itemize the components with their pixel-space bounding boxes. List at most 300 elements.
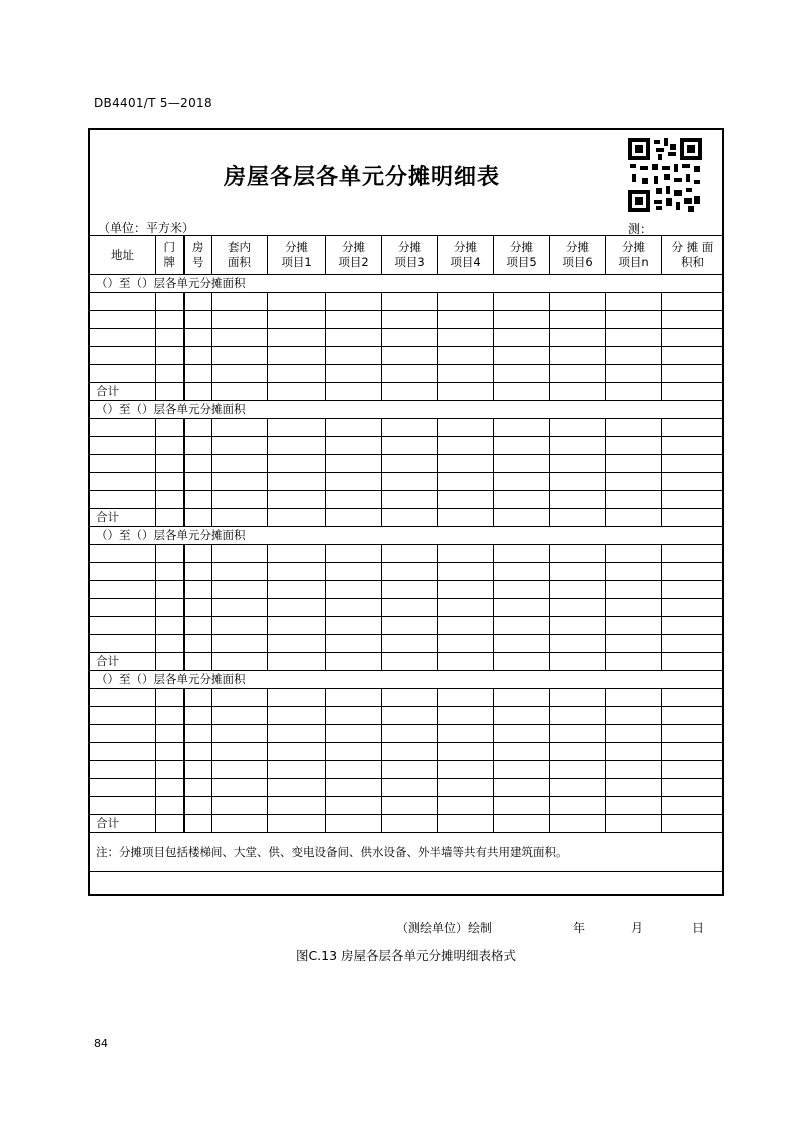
table-cell[interactable] — [494, 545, 550, 563]
table-cell[interactable] — [212, 491, 268, 509]
table-cell[interactable] — [268, 581, 326, 599]
table-cell[interactable] — [156, 491, 184, 509]
table-cell[interactable] — [662, 743, 724, 761]
table-cell[interactable] — [156, 563, 184, 581]
table-cell[interactable] — [156, 365, 184, 383]
table-cell[interactable] — [606, 491, 662, 509]
table-cell[interactable] — [550, 617, 606, 635]
table-cell[interactable] — [606, 473, 662, 491]
table-cell[interactable] — [382, 725, 438, 743]
table-cell[interactable] — [662, 365, 724, 383]
table-cell[interactable] — [382, 473, 438, 491]
table-cell[interactable] — [90, 455, 156, 473]
table-cell[interactable] — [382, 455, 438, 473]
table-cell[interactable] — [268, 779, 326, 797]
table-cell[interactable] — [184, 761, 212, 779]
table-cell[interactable] — [184, 329, 212, 347]
table-cell[interactable] — [90, 473, 156, 491]
table-cell[interactable] — [156, 815, 184, 833]
table-cell[interactable] — [606, 743, 662, 761]
table-cell[interactable] — [268, 383, 326, 401]
table-cell[interactable] — [662, 437, 724, 455]
table-cell[interactable] — [382, 365, 438, 383]
table-cell[interactable] — [550, 545, 606, 563]
table-cell[interactable] — [550, 563, 606, 581]
table-cell[interactable] — [326, 653, 382, 671]
table-cell[interactable] — [268, 815, 326, 833]
table-cell[interactable] — [550, 797, 606, 815]
table-cell[interactable] — [184, 491, 212, 509]
table-cell[interactable] — [156, 509, 184, 527]
table-cell[interactable] — [438, 491, 494, 509]
table-cell[interactable] — [268, 635, 326, 653]
table-cell[interactable] — [326, 491, 382, 509]
table-cell[interactable] — [156, 653, 184, 671]
table-cell[interactable] — [382, 419, 438, 437]
table-cell[interactable] — [184, 653, 212, 671]
table-cell[interactable] — [268, 707, 326, 725]
table-cell[interactable] — [326, 617, 382, 635]
table-cell[interactable] — [326, 509, 382, 527]
table-cell[interactable] — [438, 689, 494, 707]
table-cell[interactable] — [184, 707, 212, 725]
table-cell[interactable] — [494, 779, 550, 797]
table-cell[interactable] — [156, 383, 184, 401]
table-cell[interactable] — [494, 797, 550, 815]
table-cell[interactable] — [550, 761, 606, 779]
table-cell[interactable] — [550, 707, 606, 725]
table-cell[interactable] — [212, 347, 268, 365]
table-cell[interactable] — [156, 743, 184, 761]
table-cell[interactable] — [550, 725, 606, 743]
table-cell[interactable] — [438, 653, 494, 671]
table-cell[interactable] — [550, 311, 606, 329]
table-cell[interactable] — [90, 761, 156, 779]
table-cell[interactable] — [90, 563, 156, 581]
table-cell[interactable] — [606, 689, 662, 707]
table-cell[interactable] — [606, 329, 662, 347]
table-cell[interactable] — [184, 293, 212, 311]
table-cell[interactable] — [268, 689, 326, 707]
table-cell[interactable] — [184, 815, 212, 833]
table-cell[interactable] — [438, 509, 494, 527]
table-cell[interactable] — [212, 545, 268, 563]
table-cell[interactable] — [662, 311, 724, 329]
table-cell[interactable] — [184, 581, 212, 599]
table-cell[interactable] — [494, 311, 550, 329]
table-cell[interactable] — [662, 473, 724, 491]
table-cell[interactable] — [326, 815, 382, 833]
table-cell[interactable] — [550, 329, 606, 347]
table-cell[interactable] — [326, 455, 382, 473]
table-cell[interactable] — [268, 743, 326, 761]
table-cell[interactable] — [494, 617, 550, 635]
table-cell[interactable] — [494, 491, 550, 509]
table-cell[interactable] — [184, 455, 212, 473]
table-cell[interactable] — [494, 437, 550, 455]
table-cell[interactable] — [212, 815, 268, 833]
table-cell[interactable] — [382, 509, 438, 527]
table-cell[interactable] — [156, 437, 184, 455]
table-cell[interactable] — [662, 797, 724, 815]
table-cell[interactable] — [550, 599, 606, 617]
table-cell[interactable] — [212, 329, 268, 347]
table-cell[interactable] — [662, 617, 724, 635]
table-cell[interactable] — [212, 617, 268, 635]
table-cell[interactable] — [550, 347, 606, 365]
table-cell[interactable] — [494, 383, 550, 401]
table-cell[interactable] — [156, 545, 184, 563]
table-cell[interactable] — [438, 743, 494, 761]
table-cell[interactable] — [184, 689, 212, 707]
table-cell[interactable] — [382, 383, 438, 401]
table-cell[interactable] — [438, 329, 494, 347]
table-cell[interactable] — [606, 815, 662, 833]
table-cell[interactable] — [268, 329, 326, 347]
table-cell[interactable] — [494, 293, 550, 311]
table-cell[interactable] — [550, 635, 606, 653]
table-cell[interactable] — [326, 797, 382, 815]
table-cell[interactable] — [326, 473, 382, 491]
table-cell[interactable] — [184, 797, 212, 815]
table-cell[interactable] — [90, 419, 156, 437]
table-cell[interactable] — [662, 707, 724, 725]
table-cell[interactable] — [326, 563, 382, 581]
table-cell[interactable] — [90, 329, 156, 347]
table-cell[interactable] — [606, 293, 662, 311]
table-cell[interactable] — [662, 689, 724, 707]
table-cell[interactable] — [326, 419, 382, 437]
table-cell[interactable] — [438, 455, 494, 473]
table-cell[interactable] — [90, 779, 156, 797]
table-cell[interactable] — [90, 635, 156, 653]
table-cell[interactable] — [90, 365, 156, 383]
table-cell[interactable] — [90, 347, 156, 365]
table-cell[interactable] — [438, 437, 494, 455]
table-cell[interactable] — [90, 689, 156, 707]
table-cell[interactable] — [494, 689, 550, 707]
table-cell[interactable] — [382, 761, 438, 779]
table-cell[interactable] — [326, 599, 382, 617]
table-cell[interactable] — [184, 509, 212, 527]
table-cell[interactable] — [382, 347, 438, 365]
table-cell[interactable] — [606, 455, 662, 473]
table-cell[interactable] — [156, 581, 184, 599]
table-cell[interactable] — [184, 617, 212, 635]
table-cell[interactable] — [494, 725, 550, 743]
table-cell[interactable] — [494, 635, 550, 653]
table-cell[interactable] — [438, 563, 494, 581]
table-cell[interactable] — [212, 653, 268, 671]
table-cell[interactable] — [662, 509, 724, 527]
table-cell[interactable] — [438, 473, 494, 491]
table-cell[interactable] — [326, 329, 382, 347]
table-cell[interactable] — [90, 617, 156, 635]
table-cell[interactable] — [184, 311, 212, 329]
table-cell[interactable] — [606, 509, 662, 527]
table-cell[interactable] — [156, 707, 184, 725]
table-cell[interactable] — [382, 815, 438, 833]
table-cell[interactable] — [156, 617, 184, 635]
table-cell[interactable] — [212, 635, 268, 653]
table-cell[interactable] — [212, 707, 268, 725]
table-cell[interactable] — [156, 797, 184, 815]
table-cell[interactable] — [184, 365, 212, 383]
table-cell[interactable] — [326, 779, 382, 797]
table-cell[interactable] — [662, 599, 724, 617]
table-cell[interactable] — [382, 617, 438, 635]
table-cell[interactable] — [326, 635, 382, 653]
table-cell[interactable] — [156, 455, 184, 473]
table-cell[interactable] — [212, 599, 268, 617]
table-cell[interactable] — [662, 725, 724, 743]
table-cell[interactable] — [212, 419, 268, 437]
table-cell[interactable] — [606, 563, 662, 581]
table-cell[interactable] — [606, 617, 662, 635]
table-cell[interactable] — [156, 599, 184, 617]
table-cell[interactable] — [156, 311, 184, 329]
table-cell[interactable] — [382, 311, 438, 329]
table-cell[interactable] — [212, 725, 268, 743]
table-cell[interactable] — [326, 365, 382, 383]
table-cell[interactable] — [326, 707, 382, 725]
table-cell[interactable] — [550, 509, 606, 527]
table-cell[interactable] — [382, 545, 438, 563]
table-cell[interactable] — [90, 581, 156, 599]
table-cell[interactable] — [212, 437, 268, 455]
table-cell[interactable] — [550, 437, 606, 455]
table-cell[interactable] — [212, 509, 268, 527]
table-cell[interactable] — [212, 779, 268, 797]
table-cell[interactable] — [184, 599, 212, 617]
table-cell[interactable] — [662, 293, 724, 311]
table-cell[interactable] — [326, 725, 382, 743]
table-cell[interactable] — [550, 383, 606, 401]
table-cell[interactable] — [606, 347, 662, 365]
table-cell[interactable] — [268, 617, 326, 635]
table-cell[interactable] — [550, 491, 606, 509]
table-cell[interactable] — [156, 293, 184, 311]
table-cell[interactable] — [268, 509, 326, 527]
table-cell[interactable] — [212, 473, 268, 491]
table-cell[interactable] — [184, 473, 212, 491]
table-cell[interactable] — [550, 473, 606, 491]
table-cell[interactable] — [326, 581, 382, 599]
table-cell[interactable] — [550, 419, 606, 437]
table-cell[interactable] — [212, 311, 268, 329]
table-cell[interactable] — [268, 653, 326, 671]
table-cell[interactable] — [326, 311, 382, 329]
table-cell[interactable] — [494, 599, 550, 617]
table-cell[interactable] — [90, 437, 156, 455]
table-cell[interactable] — [268, 545, 326, 563]
table-cell[interactable] — [90, 599, 156, 617]
table-cell[interactable] — [184, 743, 212, 761]
table-cell[interactable] — [438, 815, 494, 833]
table-cell[interactable] — [268, 599, 326, 617]
table-cell[interactable] — [382, 689, 438, 707]
table-cell[interactable] — [184, 545, 212, 563]
table-cell[interactable] — [494, 419, 550, 437]
table-cell[interactable] — [268, 725, 326, 743]
table-cell[interactable] — [662, 815, 724, 833]
table-cell[interactable] — [382, 581, 438, 599]
table-cell[interactable] — [268, 311, 326, 329]
table-cell[interactable] — [382, 635, 438, 653]
table-cell[interactable] — [212, 365, 268, 383]
table-cell[interactable] — [606, 725, 662, 743]
table-cell[interactable] — [268, 437, 326, 455]
table-cell[interactable] — [438, 725, 494, 743]
table-cell[interactable] — [184, 563, 212, 581]
table-cell[interactable] — [494, 563, 550, 581]
table-cell[interactable] — [550, 689, 606, 707]
table-cell[interactable] — [494, 365, 550, 383]
table-cell[interactable] — [382, 743, 438, 761]
table-cell[interactable] — [156, 689, 184, 707]
table-cell[interactable] — [212, 743, 268, 761]
table-cell[interactable] — [494, 743, 550, 761]
table-cell[interactable] — [494, 761, 550, 779]
table-cell[interactable] — [326, 545, 382, 563]
table-cell[interactable] — [326, 689, 382, 707]
table-cell[interactable] — [606, 635, 662, 653]
table-cell[interactable] — [212, 761, 268, 779]
table-cell[interactable] — [606, 599, 662, 617]
table-cell[interactable] — [268, 761, 326, 779]
table-cell[interactable] — [382, 329, 438, 347]
table-cell[interactable] — [90, 797, 156, 815]
table-cell[interactable] — [268, 365, 326, 383]
table-cell[interactable] — [184, 779, 212, 797]
table-cell[interactable] — [438, 779, 494, 797]
table-cell[interactable] — [268, 473, 326, 491]
table-cell[interactable] — [90, 725, 156, 743]
table-cell[interactable] — [606, 707, 662, 725]
table-cell[interactable] — [662, 761, 724, 779]
table-cell[interactable] — [268, 455, 326, 473]
table-cell[interactable] — [212, 383, 268, 401]
table-cell[interactable] — [212, 563, 268, 581]
table-cell[interactable] — [438, 419, 494, 437]
table-cell[interactable] — [550, 743, 606, 761]
table-cell[interactable] — [326, 293, 382, 311]
table-cell[interactable] — [438, 293, 494, 311]
table-cell[interactable] — [90, 545, 156, 563]
table-cell[interactable] — [184, 419, 212, 437]
table-cell[interactable] — [662, 455, 724, 473]
table-cell[interactable] — [268, 419, 326, 437]
table-cell[interactable] — [550, 293, 606, 311]
table-cell[interactable] — [662, 779, 724, 797]
table-cell[interactable] — [184, 725, 212, 743]
table-cell[interactable] — [494, 707, 550, 725]
table-cell[interactable] — [662, 581, 724, 599]
table-cell[interactable] — [494, 455, 550, 473]
table-cell[interactable] — [156, 779, 184, 797]
table-cell[interactable] — [438, 347, 494, 365]
table-cell[interactable] — [212, 797, 268, 815]
table-cell[interactable] — [184, 383, 212, 401]
table-cell[interactable] — [550, 455, 606, 473]
table-cell[interactable] — [268, 491, 326, 509]
table-cell[interactable] — [494, 815, 550, 833]
table-cell[interactable] — [662, 653, 724, 671]
table-cell[interactable] — [90, 743, 156, 761]
table-cell[interactable] — [662, 419, 724, 437]
table-cell[interactable] — [438, 599, 494, 617]
table-cell[interactable] — [494, 329, 550, 347]
table-cell[interactable] — [494, 473, 550, 491]
table-cell[interactable] — [382, 779, 438, 797]
table-cell[interactable] — [662, 491, 724, 509]
table-cell[interactable] — [662, 329, 724, 347]
table-cell[interactable] — [212, 455, 268, 473]
table-cell[interactable] — [438, 707, 494, 725]
table-cell[interactable] — [438, 365, 494, 383]
table-cell[interactable] — [90, 491, 156, 509]
table-cell[interactable] — [212, 689, 268, 707]
table-cell[interactable] — [184, 635, 212, 653]
table-cell[interactable] — [382, 707, 438, 725]
table-cell[interactable] — [156, 635, 184, 653]
table-cell[interactable] — [438, 311, 494, 329]
table-cell[interactable] — [382, 491, 438, 509]
table-cell[interactable] — [156, 347, 184, 365]
table-cell[interactable] — [382, 563, 438, 581]
table-cell[interactable] — [494, 347, 550, 365]
table-cell[interactable] — [438, 617, 494, 635]
table-cell[interactable] — [156, 419, 184, 437]
table-cell[interactable] — [606, 581, 662, 599]
table-cell[interactable] — [156, 329, 184, 347]
table-cell[interactable] — [438, 635, 494, 653]
table-cell[interactable] — [550, 365, 606, 383]
table-cell[interactable] — [662, 635, 724, 653]
table-cell[interactable] — [326, 347, 382, 365]
table-cell[interactable] — [662, 347, 724, 365]
table-cell[interactable] — [90, 293, 156, 311]
table-cell[interactable] — [156, 473, 184, 491]
table-cell[interactable] — [268, 563, 326, 581]
table-cell[interactable] — [550, 653, 606, 671]
table-cell[interactable] — [382, 437, 438, 455]
table-cell[interactable] — [550, 815, 606, 833]
table-cell[interactable] — [268, 347, 326, 365]
table-cell[interactable] — [606, 383, 662, 401]
table-cell[interactable] — [438, 383, 494, 401]
table-cell[interactable] — [382, 293, 438, 311]
table-cell[interactable] — [326, 437, 382, 455]
table-cell[interactable] — [438, 761, 494, 779]
table-cell[interactable] — [382, 599, 438, 617]
table-cell[interactable] — [326, 761, 382, 779]
table-cell[interactable] — [268, 293, 326, 311]
table-cell[interactable] — [212, 293, 268, 311]
table-cell[interactable] — [184, 347, 212, 365]
table-cell[interactable] — [382, 797, 438, 815]
table-cell[interactable] — [494, 653, 550, 671]
table-cell[interactable] — [156, 761, 184, 779]
table-cell[interactable] — [606, 419, 662, 437]
table-cell[interactable] — [326, 383, 382, 401]
table-cell[interactable] — [382, 653, 438, 671]
table-cell[interactable] — [606, 779, 662, 797]
table-cell[interactable] — [184, 437, 212, 455]
table-cell[interactable] — [606, 437, 662, 455]
table-cell[interactable] — [156, 725, 184, 743]
table-cell[interactable] — [438, 581, 494, 599]
